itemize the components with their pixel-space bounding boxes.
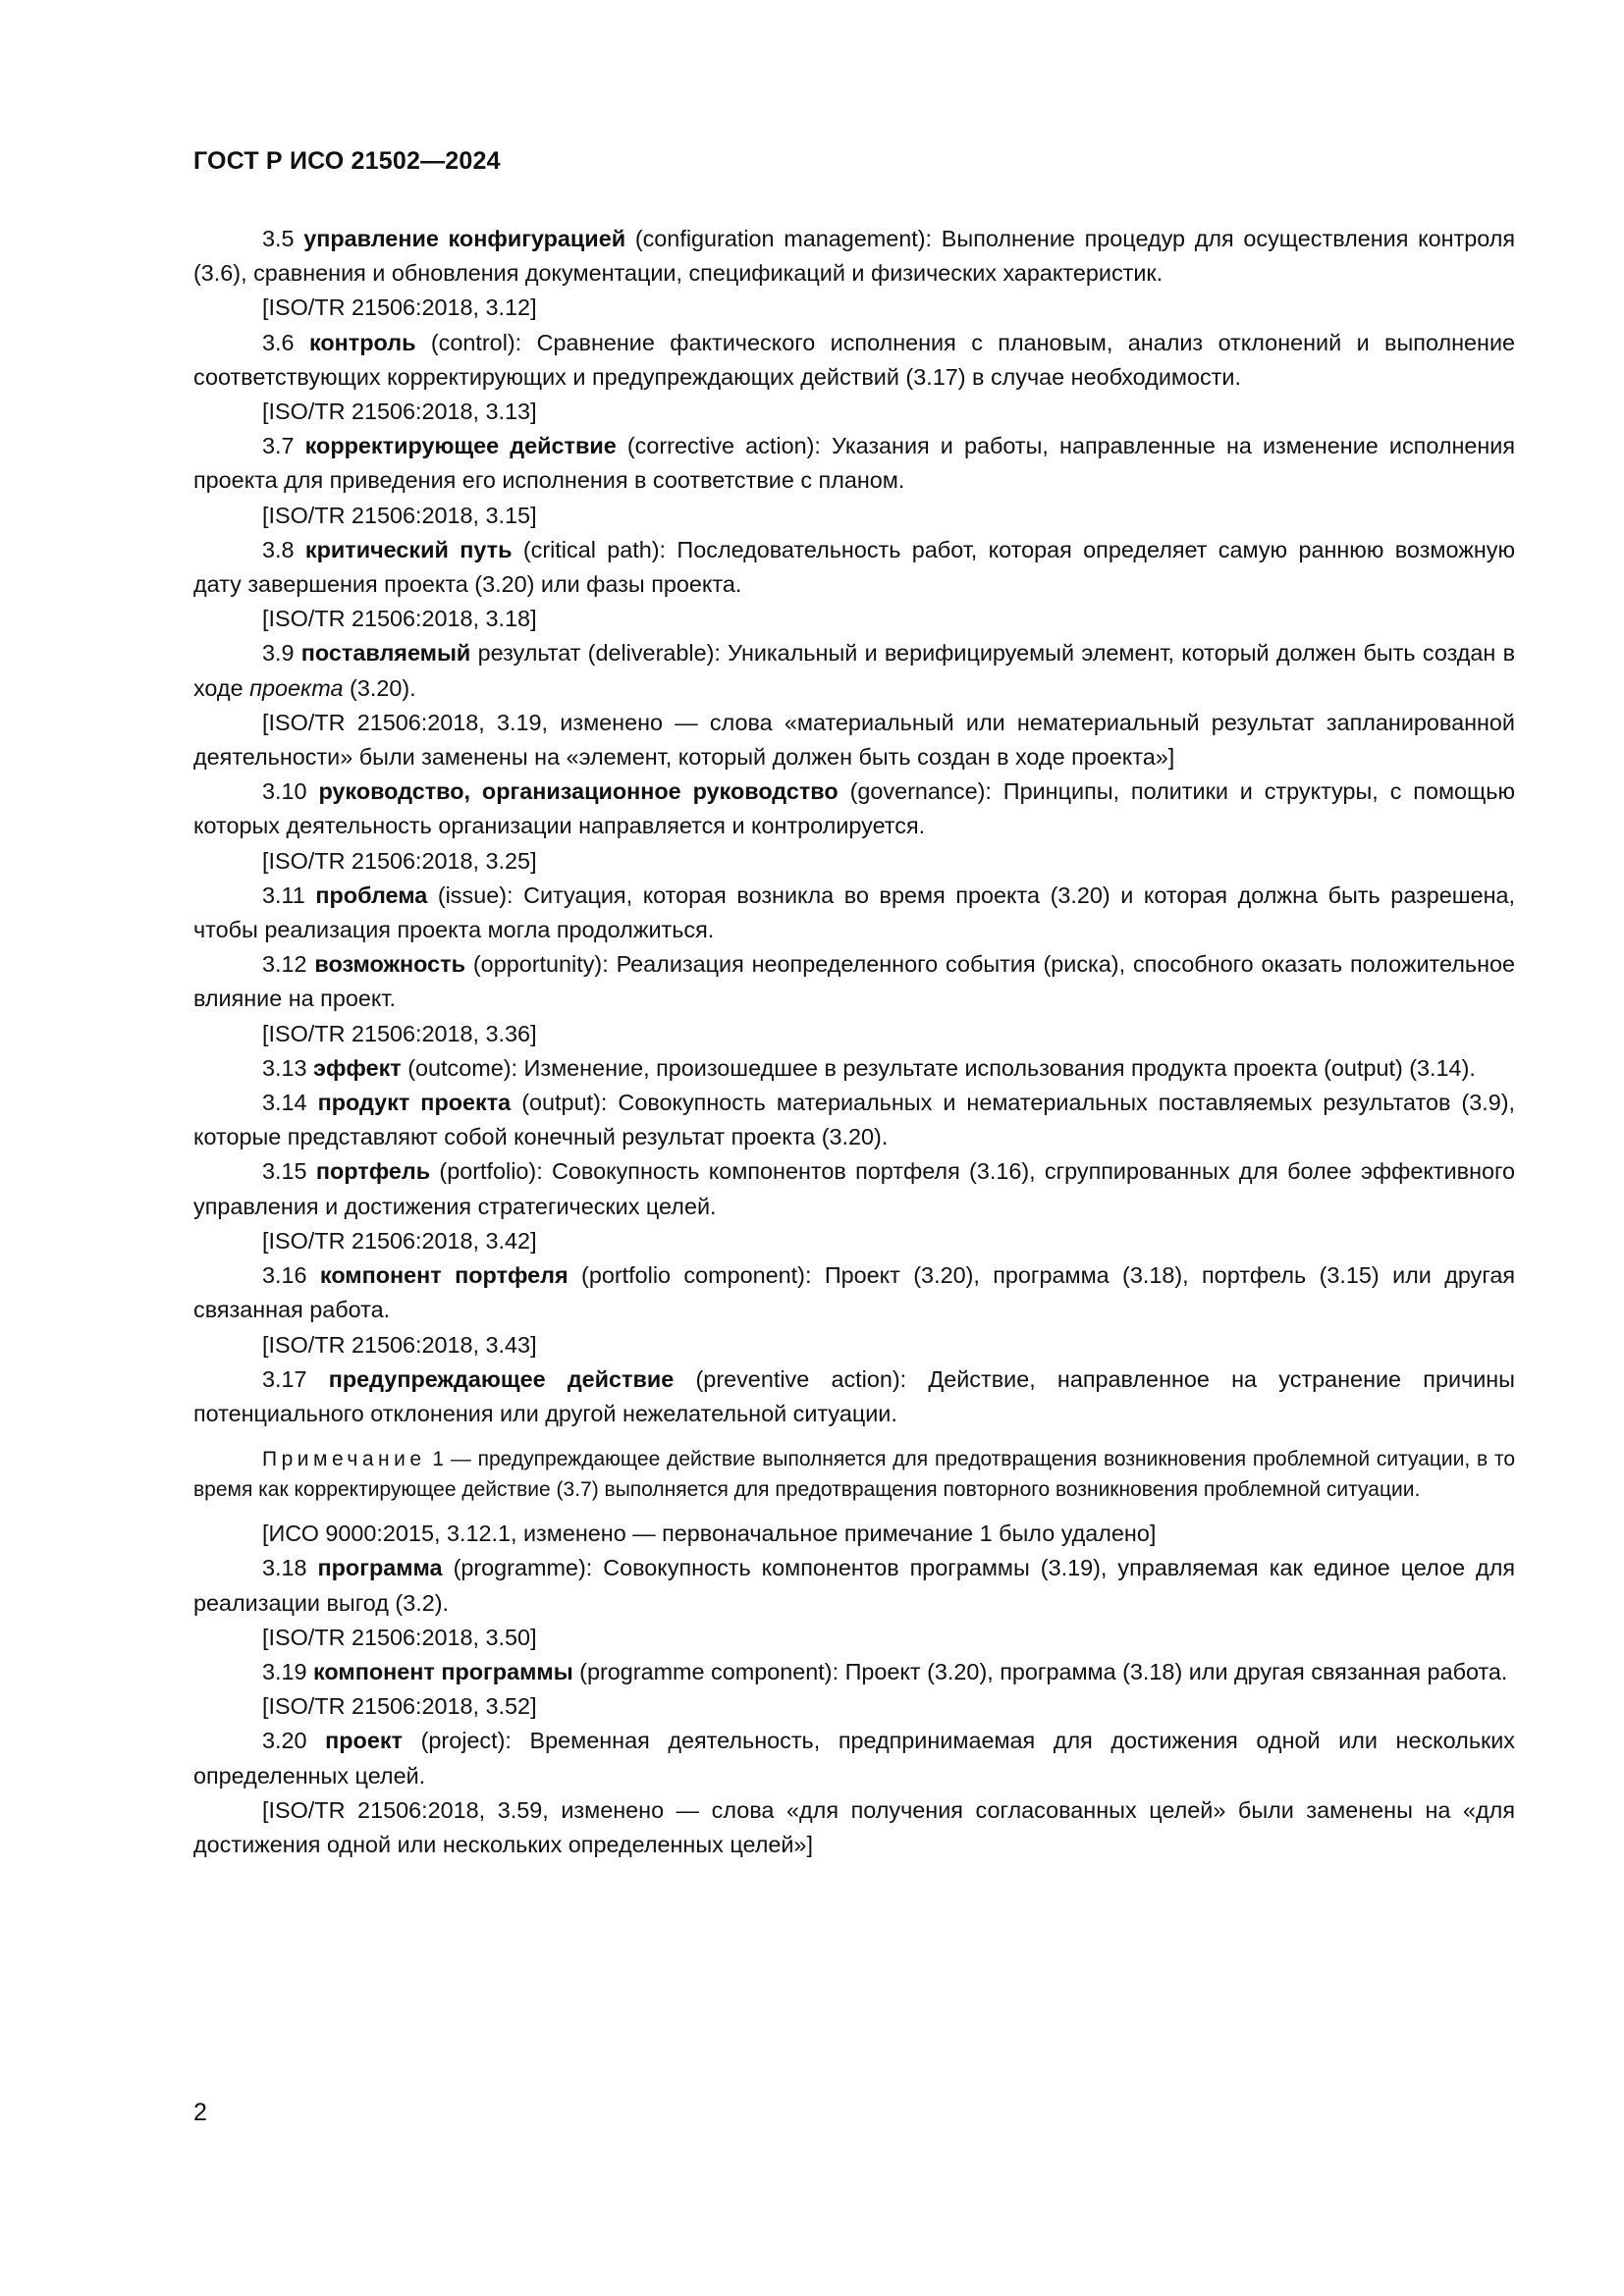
term-source: [ISO/TR 21506:2018, 3.15]: [262, 502, 537, 528]
term: корректирующее действие: [304, 433, 617, 459]
term-source: [ISO/TR 21506:2018, 3.12]: [262, 294, 537, 321]
term: компонент программы: [313, 1658, 573, 1684]
term-entry: 3.7 корректирующее действие (corrective action): Указания и работы, направленные на изменение исполнения проекта для приведения его исполнения в соответствие с планом.: [193, 433, 1516, 494]
term-source: [ISO/TR 21506:2018, 3.18]: [262, 606, 537, 632]
term: контроль: [308, 329, 416, 355]
term-source: [ISO/TR 21506:2018, 3.43]: [262, 1331, 537, 1358]
term-entry: 3.18 программа (programme): Совокупность компонентов программы (3.19), управляемая как единое целое для реализации выгод (3.2).: [193, 1555, 1516, 1616]
term: критический путь: [304, 536, 513, 562]
term-source: [ISO/TR 21506:2018, 3.25]: [262, 847, 537, 874]
note: Примечание 1 — предупреждающее действие выполняется для предотвращения возникновения проблемной ситуации, в то время как корректирующее действие (3.7) выполняется для предотвращения повторного возникновения проблемной ситуации.: [193, 1448, 1515, 1501]
term-entry: 3.14 продукт проекта (output): Совокупность материальных и нематериальных поставляемых результатов (3.9), которые представляют собой конечный результат проекта (3.20).: [193, 1090, 1516, 1150]
term-entry: 3.5 управление конфигурацией (configuration management): Выполнение процедур для осуществления контроля (3.6), сравнения и обновления документации, спецификаций и физических характеристик.: [193, 226, 1516, 287]
term: компонент портфеля: [319, 1262, 568, 1289]
term-source: [ISO/TR 21506:2018, 3.50]: [262, 1624, 537, 1650]
term-entry: 3.8 критический путь (critical path): Последовательность работ, которая определяет самую раннюю возможную дату завершения проекта (3.20) или фазы проекта.: [193, 536, 1515, 598]
term-source: [ISO/TR 21506:2018, 3.36]: [262, 1020, 537, 1046]
term-entry: 3.10 руководство, организационное руководство (governance): Принципы, политики и структуры, с помощью которых деятельность организации направляется и контролируется.: [193, 778, 1516, 839]
term-source: [ISO/TR 21506:2018, 3.42]: [262, 1227, 537, 1254]
term-source: [ISO/TR 21506:2018, 3.19, изменено — слова «материальный или нематериальный результат запланированной деятельности» были заменены на «элемент, который должен быть создан в ходе проекта»]: [193, 709, 1515, 771]
term: портфель: [315, 1158, 431, 1185]
term-entry: 3.9 поставляемый результат (deliverable): Уникальный и верифицируемый элемент, который должен быть создан в ходе проекта (3.20).: [193, 640, 1516, 701]
term-entry: 3.15 портфель (portfolio): Совокупность компонентов портфеля (3.16), сгруппированных для более эффективного управления и достижения стратегических целей.: [193, 1158, 1516, 1219]
term: проблема: [315, 881, 428, 908]
term: управление конфигурацией: [303, 226, 626, 251]
term: программа: [317, 1555, 443, 1581]
term-source: [ISO/TR 21506:2018, 3.59, изменено — слова «для получения согласованных целей» были заменены на «для достижения одной или нескольких определенных целей»]: [193, 1796, 1515, 1857]
term-entry: 3.16 компонент портфеля (portfolio component): Проект (3.20), программа (3.18), портфель (3.15) или другая связанная работа.: [193, 1262, 1516, 1323]
term: возможность: [314, 951, 466, 978]
term-entry: 3.19 компонент программы (programme component): Проект (3.20), программа (3.18) или другая связанная работа.: [262, 1658, 1508, 1684]
term-entry: 3.6 контроль (control): Сравнение фактического исполнения с плановым, анализ отклонений и выполнение соответствующих корректирующих и предупреждающих действий (3.17) в случае необходимости.: [193, 329, 1516, 390]
document-header: ГОСТ Р ИСО 21502—2024: [193, 147, 501, 175]
term-source: [ИСО 9000:2015, 3.12.1, изменено — первоначальное примечание 1 было удалено]: [262, 1521, 1157, 1547]
term-source: [ISO/TR 21506:2018, 3.13]: [262, 399, 537, 425]
term: эффект: [313, 1054, 402, 1081]
term-entry: 3.11 проблема (issue): Ситуация, которая возникла во время проекта (3.20) и которая должна быть разрешена, чтобы реализация проекта могла продолжиться.: [193, 881, 1515, 943]
term-entry: 3.17 предупреждающее действие (preventive action): Действие, направленное на устранение причины потенциального отклонения или другой нежелательной ситуации.: [193, 1365, 1515, 1426]
term-source: [ISO/TR 21506:2018, 3.52]: [262, 1693, 537, 1720]
term-entry: 3.13 эффект (outcome): Изменение, произошедшее в результате использования продукта проекта (output) (3.14).: [262, 1054, 1476, 1081]
term: поставляемый: [300, 640, 471, 667]
term: руководство, организационное руководство: [318, 778, 839, 805]
term: предупреждающее действие: [328, 1365, 675, 1392]
term: продукт проекта: [317, 1090, 512, 1116]
note-label: Примечание: [262, 1448, 426, 1471]
term-entry: 3.20 проект (project): Временная деятельность, предпринимаемая для достижения одной или нескольких определенных целей.: [193, 1728, 1515, 1789]
term: проект: [325, 1728, 404, 1754]
page-number: 2: [193, 2099, 207, 2126]
document-body: [193, 222, 1515, 1862]
term-entry: 3.12 возможность (opportunity): Реализация неопределенного события (риска), способного оказать положительное влияние на проект.: [193, 951, 1516, 1012]
